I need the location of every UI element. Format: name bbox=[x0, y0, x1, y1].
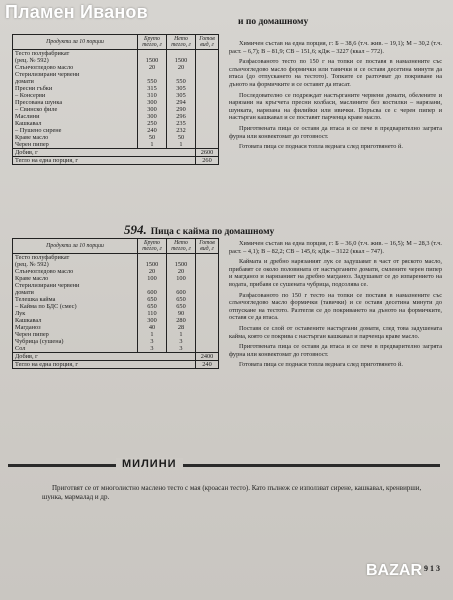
table-cell: 1 bbox=[138, 331, 167, 338]
table-cell bbox=[196, 85, 219, 92]
table-cell: – Свинско филе bbox=[13, 106, 138, 113]
table-row bbox=[13, 78, 219, 85]
summary-value: 2600 bbox=[196, 149, 219, 157]
table-cell: Краве масло bbox=[13, 275, 138, 282]
paragraph: Приготвената пица се оставя да втаса и се пече в предварително загрята фурна или конвектомат до готовност. bbox=[229, 343, 442, 358]
table-cell: 28 bbox=[167, 324, 196, 331]
table-row bbox=[13, 324, 219, 331]
recipe1-table bbox=[12, 34, 219, 165]
table-row bbox=[13, 141, 219, 149]
table-summary-row bbox=[13, 149, 219, 157]
table-cell: 110 bbox=[138, 310, 167, 317]
table-cell: 1 bbox=[138, 141, 167, 149]
table-cell: 294 bbox=[167, 99, 196, 106]
summary-label: Тегло на една порция, г bbox=[13, 361, 196, 369]
table-row bbox=[13, 345, 219, 353]
table-row bbox=[13, 127, 219, 134]
table-cell: 280 bbox=[167, 317, 196, 324]
paragraph: Разфасованото тесто по 150 г на топки се поставя в намазнените със слънчогледово масло формички или тавички и се оставя десетина минути да втаса (до отпускането на тестото). Топките се разточват до покриване на дъното на формичките и се оставят да втасат. bbox=[229, 58, 442, 88]
table-cell: 3 bbox=[138, 338, 167, 345]
table-header: Продукти за 10 порции bbox=[13, 35, 138, 50]
recipe2-title-text: Пица с кайма по домашному bbox=[150, 227, 275, 237]
table-cell bbox=[196, 324, 219, 331]
table-cell: 310 bbox=[138, 92, 167, 99]
table-summary-row bbox=[13, 353, 219, 361]
table-row bbox=[13, 338, 219, 345]
table-row bbox=[13, 310, 219, 317]
table-cell: 300 bbox=[138, 106, 167, 113]
table-row bbox=[13, 268, 219, 275]
table-row bbox=[13, 303, 219, 310]
table-header: Продукти за 10 порции bbox=[13, 239, 138, 254]
table-cell bbox=[138, 50, 167, 58]
table-cell: 300 bbox=[138, 113, 167, 120]
table-cell: 235 bbox=[167, 120, 196, 127]
paragraph: Химичен състав на една порция, г: Б – 38,6 (т.ч. жив. – 19,1); М – 30,2 (т.ч. раст. – 6,7); В – 81,9; СВ – 151,6; кДж – 3227 (ккал – 772). bbox=[229, 40, 442, 55]
table-cell: Черен пипер bbox=[13, 331, 138, 338]
table-cell: Слънчогледово масло bbox=[13, 64, 138, 71]
table-cell: Стерилизирани червени bbox=[13, 282, 138, 289]
table-cell bbox=[196, 275, 219, 282]
table-cell: Пресована шунка bbox=[13, 99, 138, 106]
table-cell: 296 bbox=[167, 113, 196, 120]
table-row bbox=[13, 134, 219, 141]
table-cell: Тесто полуфабрикат bbox=[13, 254, 138, 262]
table-cell: 240 bbox=[138, 127, 167, 134]
table-cell: 232 bbox=[167, 127, 196, 134]
table-cell: – Пушено сирене bbox=[13, 127, 138, 134]
paragraph: Разфасованото по 150 г тесто на топки се поставя в намазнените със слънчогледово масло формички (тавички) и се оставя десетина минути до отпускане на тестото. Разтегля се до покриването на дъното на формичките, оставя се да втаса. bbox=[229, 291, 442, 322]
table-cell bbox=[196, 134, 219, 141]
paragraph: Поставя се слой от оставените настъргани домати, след това задушената кайма, която се покрива с настърган кашкавал и парченца краве масло. bbox=[229, 324, 442, 340]
table-cell: Магданоз bbox=[13, 324, 138, 331]
table-cell bbox=[138, 71, 167, 78]
table-cell bbox=[196, 331, 219, 338]
table-cell: 600 bbox=[167, 289, 196, 296]
table-cell bbox=[196, 141, 219, 149]
table-cell bbox=[196, 261, 219, 268]
table-row bbox=[13, 92, 219, 99]
recipe2-number: 594. bbox=[124, 222, 147, 237]
table-cell: 1 bbox=[167, 141, 196, 149]
table-cell bbox=[196, 317, 219, 324]
table-cell: 20 bbox=[138, 64, 167, 71]
table-row bbox=[13, 113, 219, 120]
section-rule bbox=[8, 464, 440, 467]
table-cell bbox=[196, 106, 219, 113]
paragraph: Каймата и дребно нарязаният лук се задушават в част от ряското масло, прибавят се около половината от настърганите домати, смлените черен пипер и магданоз и нарязаният на дребно магданоз. Задушават се до изпарението на водата, прибавя се сушената чубрица, подсолява се. bbox=[229, 258, 442, 288]
summary-label: Добив, г bbox=[13, 353, 196, 361]
table-cell: Кашкавал bbox=[13, 120, 138, 127]
table-cell: 650 bbox=[138, 303, 167, 310]
table-cell: 3 bbox=[138, 345, 167, 353]
summary-label: Добив, г bbox=[13, 149, 196, 157]
table-row bbox=[13, 57, 219, 64]
table-header: Бруто тегло, г bbox=[138, 239, 167, 254]
recipe1-title: и по домашному bbox=[238, 17, 309, 27]
table-cell bbox=[138, 282, 167, 289]
table-row bbox=[13, 331, 219, 338]
section-title: МИЛИНИ bbox=[116, 458, 183, 470]
table-cell bbox=[196, 268, 219, 275]
table-cell: 650 bbox=[138, 296, 167, 303]
table-cell: Стерилизирани червени bbox=[13, 71, 138, 78]
table-header: Бруто тегло, г bbox=[138, 35, 167, 50]
table-cell: 550 bbox=[138, 78, 167, 85]
table-cell bbox=[196, 64, 219, 71]
table-cell: 300 bbox=[138, 317, 167, 324]
paragraph: Готовата пица се поднася топла веднага след приготвянето й. bbox=[239, 361, 403, 369]
table-cell: 550 bbox=[167, 78, 196, 85]
page-number: 9 1 3 bbox=[424, 564, 440, 573]
table-cell bbox=[167, 254, 196, 262]
table-cell: Слънчогледово масло bbox=[13, 268, 138, 275]
table-cell: 650 bbox=[167, 303, 196, 310]
table-cell: 1500 bbox=[167, 261, 196, 268]
table-row bbox=[13, 275, 219, 282]
table-cell: 1500 bbox=[167, 57, 196, 64]
paragraph: Приготвената пица се оставя да втаса и се пече в предварително загрята фурна или конвектомат до готовност. bbox=[229, 124, 442, 140]
table-cell bbox=[196, 345, 219, 353]
bazar-logo: BAZAR bbox=[366, 562, 422, 579]
table-cell: Краве масло bbox=[13, 134, 138, 141]
table-row bbox=[13, 99, 219, 106]
table-cell bbox=[196, 113, 219, 120]
table-row bbox=[13, 106, 219, 113]
table-row bbox=[13, 296, 219, 303]
table-cell: – Консерви bbox=[13, 92, 138, 99]
watermark: Пламен Иванов bbox=[5, 2, 148, 22]
table-header: Нето тегло, г bbox=[167, 35, 196, 50]
table-cell: Лук bbox=[13, 310, 138, 317]
table-cell: Телешка кайма bbox=[13, 296, 138, 303]
table-cell: 650 bbox=[167, 296, 196, 303]
table-cell bbox=[138, 254, 167, 262]
table-header: Нето тегло, г bbox=[167, 239, 196, 254]
table-cell: 1 bbox=[167, 331, 196, 338]
summary-label: Тегло на една порция, г bbox=[13, 157, 196, 165]
table-cell: 3 bbox=[167, 338, 196, 345]
table-cell: 1500 bbox=[138, 57, 167, 64]
table-cell: 50 bbox=[138, 134, 167, 141]
table-cell: 3 bbox=[167, 345, 196, 353]
table-cell bbox=[196, 296, 219, 303]
table-cell: 100 bbox=[167, 275, 196, 282]
table-cell: 20 bbox=[138, 268, 167, 275]
table-cell: 290 bbox=[167, 106, 196, 113]
table-summary-row bbox=[13, 157, 219, 165]
table-cell bbox=[167, 282, 196, 289]
table-cell: 305 bbox=[167, 92, 196, 99]
paragraph: Готовата пица се поднася топла веднага след приготвянето й. bbox=[239, 143, 403, 151]
table-cell bbox=[167, 71, 196, 78]
table-cell bbox=[196, 57, 219, 64]
table-cell bbox=[196, 120, 219, 127]
table-cell: 100 bbox=[138, 275, 167, 282]
recipe2-title bbox=[124, 222, 274, 238]
table-cell: 315 bbox=[138, 85, 167, 92]
table-header: Готов вид, г bbox=[196, 239, 219, 254]
table-row bbox=[13, 261, 219, 268]
summary-value: 2400 bbox=[196, 353, 219, 361]
table-row bbox=[13, 317, 219, 324]
table-cell: 1500 bbox=[138, 261, 167, 268]
table-cell: 90 bbox=[167, 310, 196, 317]
table-row bbox=[13, 254, 219, 262]
recipe2-table bbox=[12, 238, 219, 369]
paragraph: Химичен състав на една порция, г: Б – 36,0 (т.ч. жив. – 16,5); М – 28,3 (т.ч. раст. – 4,1); В – 82,2; СВ – 145,6; кДж – 3122 (ккал – 747). bbox=[229, 240, 442, 255]
paragraph: Последователно се подреждат настърганите червени домати, обелените и нарязани на кръгчета пресни колбаси, маслините без костилки – нарязани, шунката, нарязана на филийки или ивички. Поръсва се с черен пипер и настърган кашкавал и се поставят парченца краве масло. bbox=[229, 91, 442, 122]
table-row bbox=[13, 85, 219, 92]
section-intro: Приготвят се от многолистно маслено тесто с мая (кроасан тесто). Като пълнеж се използват сирене, кашкавал, кренвирши, шунка, мармалад и др. bbox=[42, 484, 422, 501]
table-cell bbox=[196, 303, 219, 310]
table-cell bbox=[196, 92, 219, 99]
table-cell: Пресни гъбки bbox=[13, 85, 138, 92]
table-cell bbox=[167, 50, 196, 58]
table-cell bbox=[196, 127, 219, 134]
recipe2-text bbox=[229, 240, 442, 372]
table-cell bbox=[196, 78, 219, 85]
table-cell bbox=[196, 99, 219, 106]
recipe1-text bbox=[229, 40, 442, 154]
table-cell: 300 bbox=[138, 99, 167, 106]
table-row bbox=[13, 64, 219, 71]
table-cell: 305 bbox=[167, 85, 196, 92]
table-cell: 50 bbox=[167, 134, 196, 141]
table-row bbox=[13, 71, 219, 78]
table-cell: Сол bbox=[13, 345, 138, 353]
table-cell bbox=[196, 310, 219, 317]
table-cell bbox=[196, 289, 219, 296]
table-cell bbox=[196, 338, 219, 345]
table-cell bbox=[196, 254, 219, 262]
table-row bbox=[13, 282, 219, 289]
table-cell: Черен пипер bbox=[13, 141, 138, 149]
table-cell: (рец. № 592) bbox=[13, 57, 138, 64]
table-cell bbox=[196, 71, 219, 78]
table-cell: 20 bbox=[167, 64, 196, 71]
table-cell: Тесто полуфабрикат bbox=[13, 50, 138, 58]
table-cell: Маслини bbox=[13, 113, 138, 120]
table-cell: 600 bbox=[138, 289, 167, 296]
table-cell: 20 bbox=[167, 268, 196, 275]
table-cell: Чубрица (сушена) bbox=[13, 338, 138, 345]
table-summary-row bbox=[13, 361, 219, 369]
table-row bbox=[13, 289, 219, 296]
table-row bbox=[13, 50, 219, 58]
table-cell bbox=[196, 50, 219, 58]
section-bar bbox=[8, 458, 440, 472]
table-cell: (рец. № 592) bbox=[13, 261, 138, 268]
summary-value: 260 bbox=[196, 157, 219, 165]
table-row bbox=[13, 120, 219, 127]
summary-value: 240 bbox=[196, 361, 219, 369]
table-cell: домати bbox=[13, 289, 138, 296]
table-header: Готов вид, г bbox=[196, 35, 219, 50]
table-cell: 40 bbox=[138, 324, 167, 331]
table-cell: 250 bbox=[138, 120, 167, 127]
table-cell: домати bbox=[13, 78, 138, 85]
table-cell bbox=[196, 282, 219, 289]
table-cell: Кашкавал bbox=[13, 317, 138, 324]
table-cell: – Кайма по БДС (смес) bbox=[13, 303, 138, 310]
